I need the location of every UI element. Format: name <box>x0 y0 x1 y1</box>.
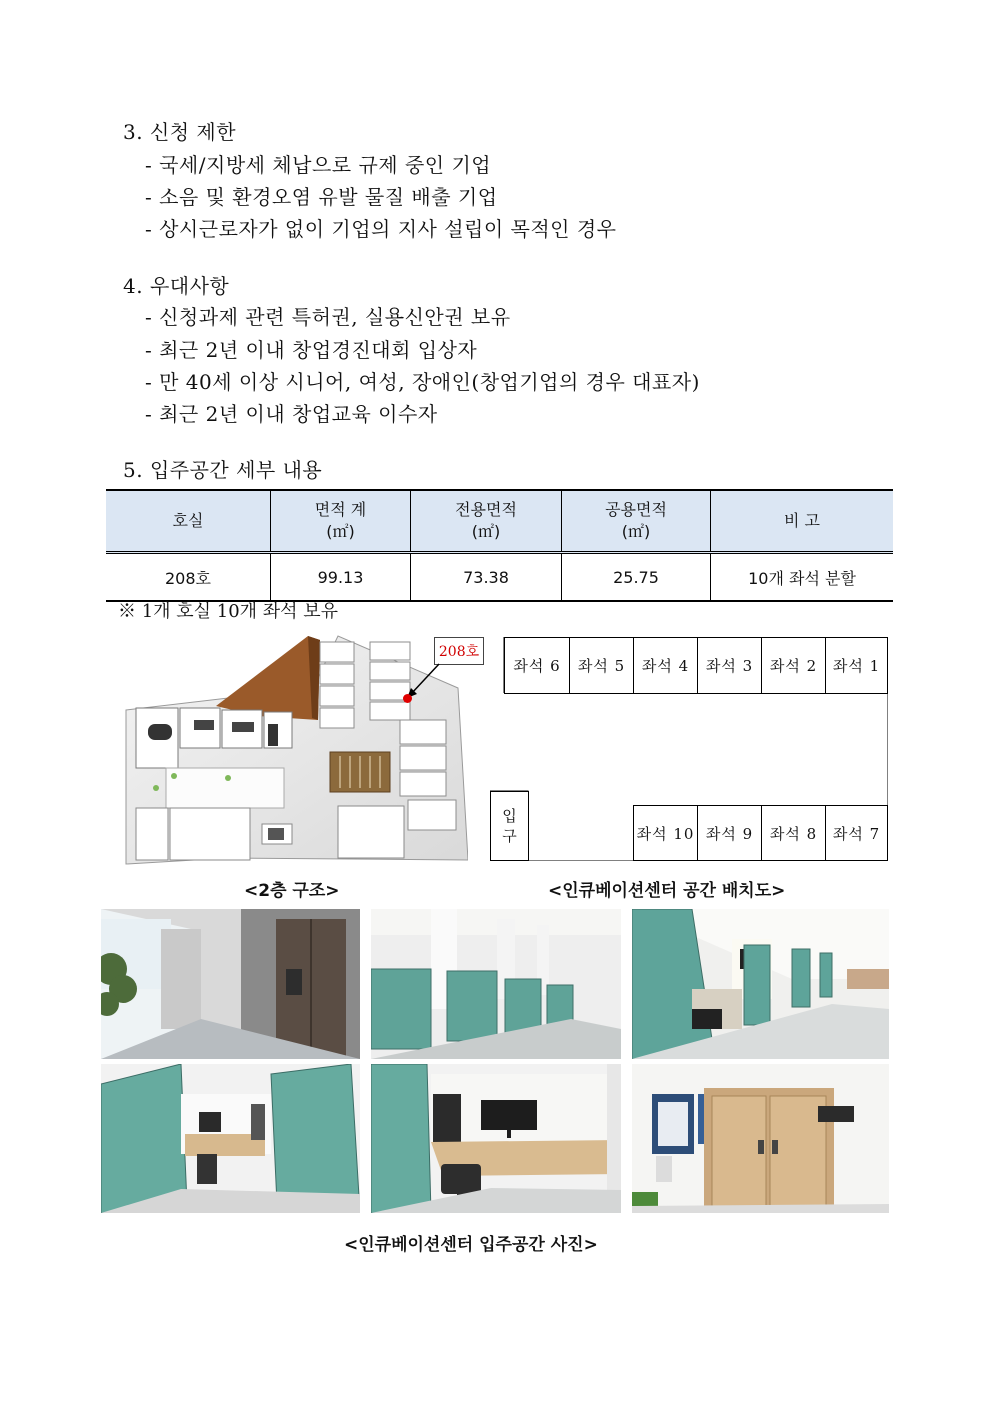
seat-6: 좌석 6 <box>504 637 570 694</box>
header-total-area: 면적 계 (㎡) <box>271 490 411 553</box>
header-private-area: 전용면적 (㎡) <box>411 490 562 553</box>
seat-3: 좌석 3 <box>697 637 762 694</box>
seat-9: 좌석 9 <box>697 805 762 861</box>
seat-5: 좌석 5 <box>569 637 634 694</box>
section-4-title: 4. 우대사항 <box>123 274 230 298</box>
seat-4: 좌석 4 <box>633 637 698 694</box>
room-208-marker-icon <box>403 694 412 703</box>
photo-workstation-open <box>101 1064 360 1213</box>
cell-private-area: 73.38 <box>411 553 562 602</box>
seat-1: 좌석 1 <box>825 637 888 694</box>
seat-8: 좌석 8 <box>761 805 826 861</box>
header-remarks: 비 고 <box>711 490 894 553</box>
seat-10: 좌석 10 <box>633 805 698 861</box>
section-3-item-1: - 국세/지방세 체납으로 규제 중인 기업 <box>145 153 492 177</box>
header-room: 호실 <box>106 490 271 553</box>
section-4-item-4: - 최근 2년 이내 창업교육 이수자 <box>145 402 438 426</box>
section-3-item-3: - 상시근로자가 없이 기업의 지사 설립이 목적인 경우 <box>145 217 617 241</box>
section-5-title: 5. 입주공간 세부 내용 <box>123 458 323 482</box>
layout-caption: <인큐베이션센터 공간 배치도> <box>548 881 786 901</box>
room-spec-table <box>106 489 893 602</box>
photo-hallway <box>101 909 360 1059</box>
seat-7: 좌석 7 <box>825 805 888 861</box>
seat-2: 좌석 2 <box>761 637 826 694</box>
cell-common-area: 25.75 <box>562 553 711 602</box>
cell-remarks: 10개 좌석 분할 <box>711 553 894 602</box>
floor-plan-caption: <2층 구조> <box>244 881 340 901</box>
photo-entrance-door <box>632 1064 889 1213</box>
table-header-row <box>106 490 893 553</box>
photo-seat-corridor <box>632 909 889 1059</box>
entrance: 입 구 <box>490 791 529 861</box>
section-4-item-1: - 신청과제 관련 특허권, 실용신안권 보유 <box>145 305 511 329</box>
room-pointer-arrow-icon <box>405 660 445 700</box>
photo-seats-row <box>371 909 621 1059</box>
section-4-item-2: - 최근 2년 이내 창업경진대회 입상자 <box>145 338 478 362</box>
seat-layout-diagram <box>490 637 890 863</box>
photo-workstation-desk <box>371 1064 621 1213</box>
header-common-area: 공용면적 (㎡) <box>562 490 711 553</box>
room-208-label: 208호 <box>434 637 484 665</box>
seat-note: ※ 1개 호실 10개 좌석 보유 <box>118 601 339 622</box>
photos-caption: <인큐베이션센터 입주공간 사진> <box>344 1235 598 1255</box>
section-4-item-3: - 만 40세 이상 시니어, 여성, 장애인(창업기업의 경우 대표자) <box>145 370 700 394</box>
cell-room: 208호 <box>106 553 271 602</box>
section-3-item-2: - 소음 및 환경오염 유발 물질 배출 기업 <box>145 185 498 209</box>
section-3-title: 3. 신청 제한 <box>123 120 237 144</box>
table-row <box>106 553 893 602</box>
cell-total-area: 99.13 <box>271 553 411 602</box>
